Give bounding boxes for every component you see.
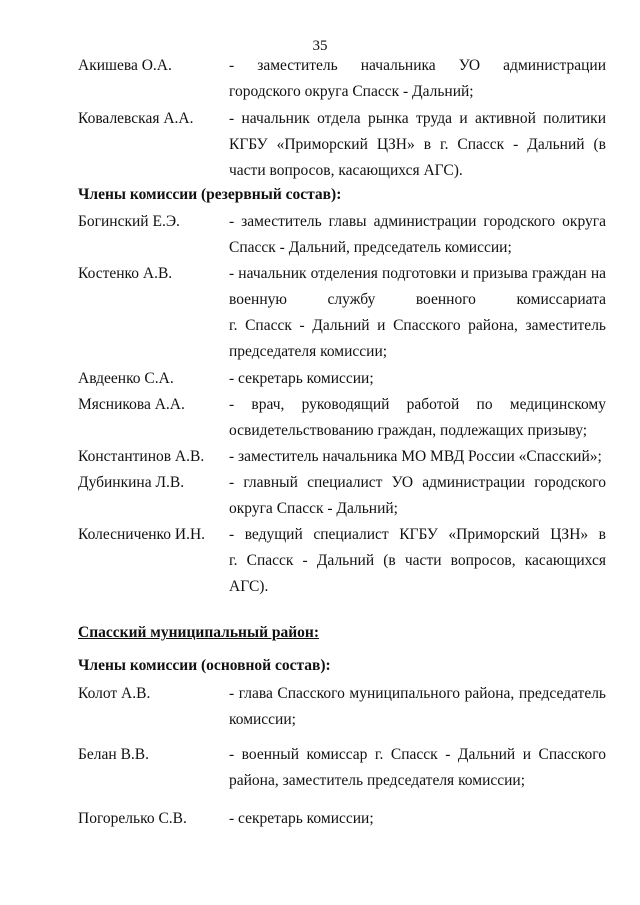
member-name: Колот А.В.: [78, 685, 151, 702]
member-role-line: - глава Спасского муниципального района, председатель: [229, 685, 606, 702]
member-name: Ковалевская А.А.: [78, 110, 194, 127]
member-role-line: - главный специалист УО администрации городского: [229, 474, 606, 491]
member-role-line: КГБУ «Приморский ЦЗН» в г. Спасск - Дальний (в: [229, 136, 606, 153]
member-role-line: - ведущий специалист КГБУ «Приморский ЦЗН» в: [229, 526, 606, 543]
member-name: Колесниченко И.Н.: [78, 526, 206, 543]
member-role-line: Спасск - Дальний, председатель комиссии;: [229, 239, 512, 256]
page-number: 35: [312, 38, 328, 54]
member-role-line: - начальник отдела рынка труда и активной политики: [229, 110, 606, 127]
member-role-line: части вопросов, касающихся АГС).: [229, 162, 463, 179]
member-role-line: района, заместитель председателя комиссии;: [229, 772, 526, 789]
member-role-line: - начальник отделения подготовки и призыва граждан на: [229, 265, 606, 282]
member-role-line: - заместитель главы администрации городского округа: [229, 213, 606, 230]
member-name: Погорелько С.В.: [78, 810, 187, 827]
member-role-line: - заместитель начальника УО администрации: [229, 57, 606, 74]
member-role-line: г. Спасск - Дальний и Спасского района, заместитель: [229, 317, 606, 334]
member-name: Акишева О.А.: [78, 57, 172, 74]
member-role-line: городского округа Спасск - Дальний;: [229, 83, 474, 100]
member-role-line: г. Спасск - Дальний (в части вопросов, касающихся: [229, 552, 606, 569]
member-name: Белан В.В.: [78, 746, 149, 763]
member-role-line: - секретарь комиссии;: [229, 370, 374, 387]
member-role-line: председателя комиссии;: [229, 343, 388, 360]
member-name: Дубинкина Л.В.: [78, 474, 185, 491]
reserve-heading: Члены комиссии (резервный состав):: [78, 186, 342, 203]
member-role-line: - заместитель начальника МО МВД России «Спасский»;: [229, 448, 602, 465]
district-heading: Спасский муниципальный район:: [78, 624, 320, 641]
member-name: Мясникова А.А.: [78, 396, 185, 413]
member-role-line: военную службу военного комиссариата: [229, 291, 606, 308]
member-name: Костенко А.В.: [78, 265, 173, 282]
member-name: Богинский Е.Э.: [78, 213, 180, 230]
member-role-line: округа Спасск - Дальний;: [229, 500, 398, 517]
member-role-line: АГС).: [229, 578, 269, 595]
member-role-line: комиссии;: [229, 711, 296, 728]
member-role-line: - врач, руководящий работой по медицинскому: [229, 396, 606, 413]
member-name: Константинов А.В.: [78, 448, 205, 465]
member-role-line: освидетельствованию граждан, подлежащих призыву;: [229, 422, 588, 439]
member-role-line: - секретарь комиссии;: [229, 810, 374, 827]
member-name: Авдеенко С.А.: [78, 370, 174, 387]
main-heading: Члены комиссии (основной состав):: [78, 657, 331, 674]
member-role-line: - военный комиссар г. Спасск - Дальний и Спасского: [229, 746, 606, 763]
